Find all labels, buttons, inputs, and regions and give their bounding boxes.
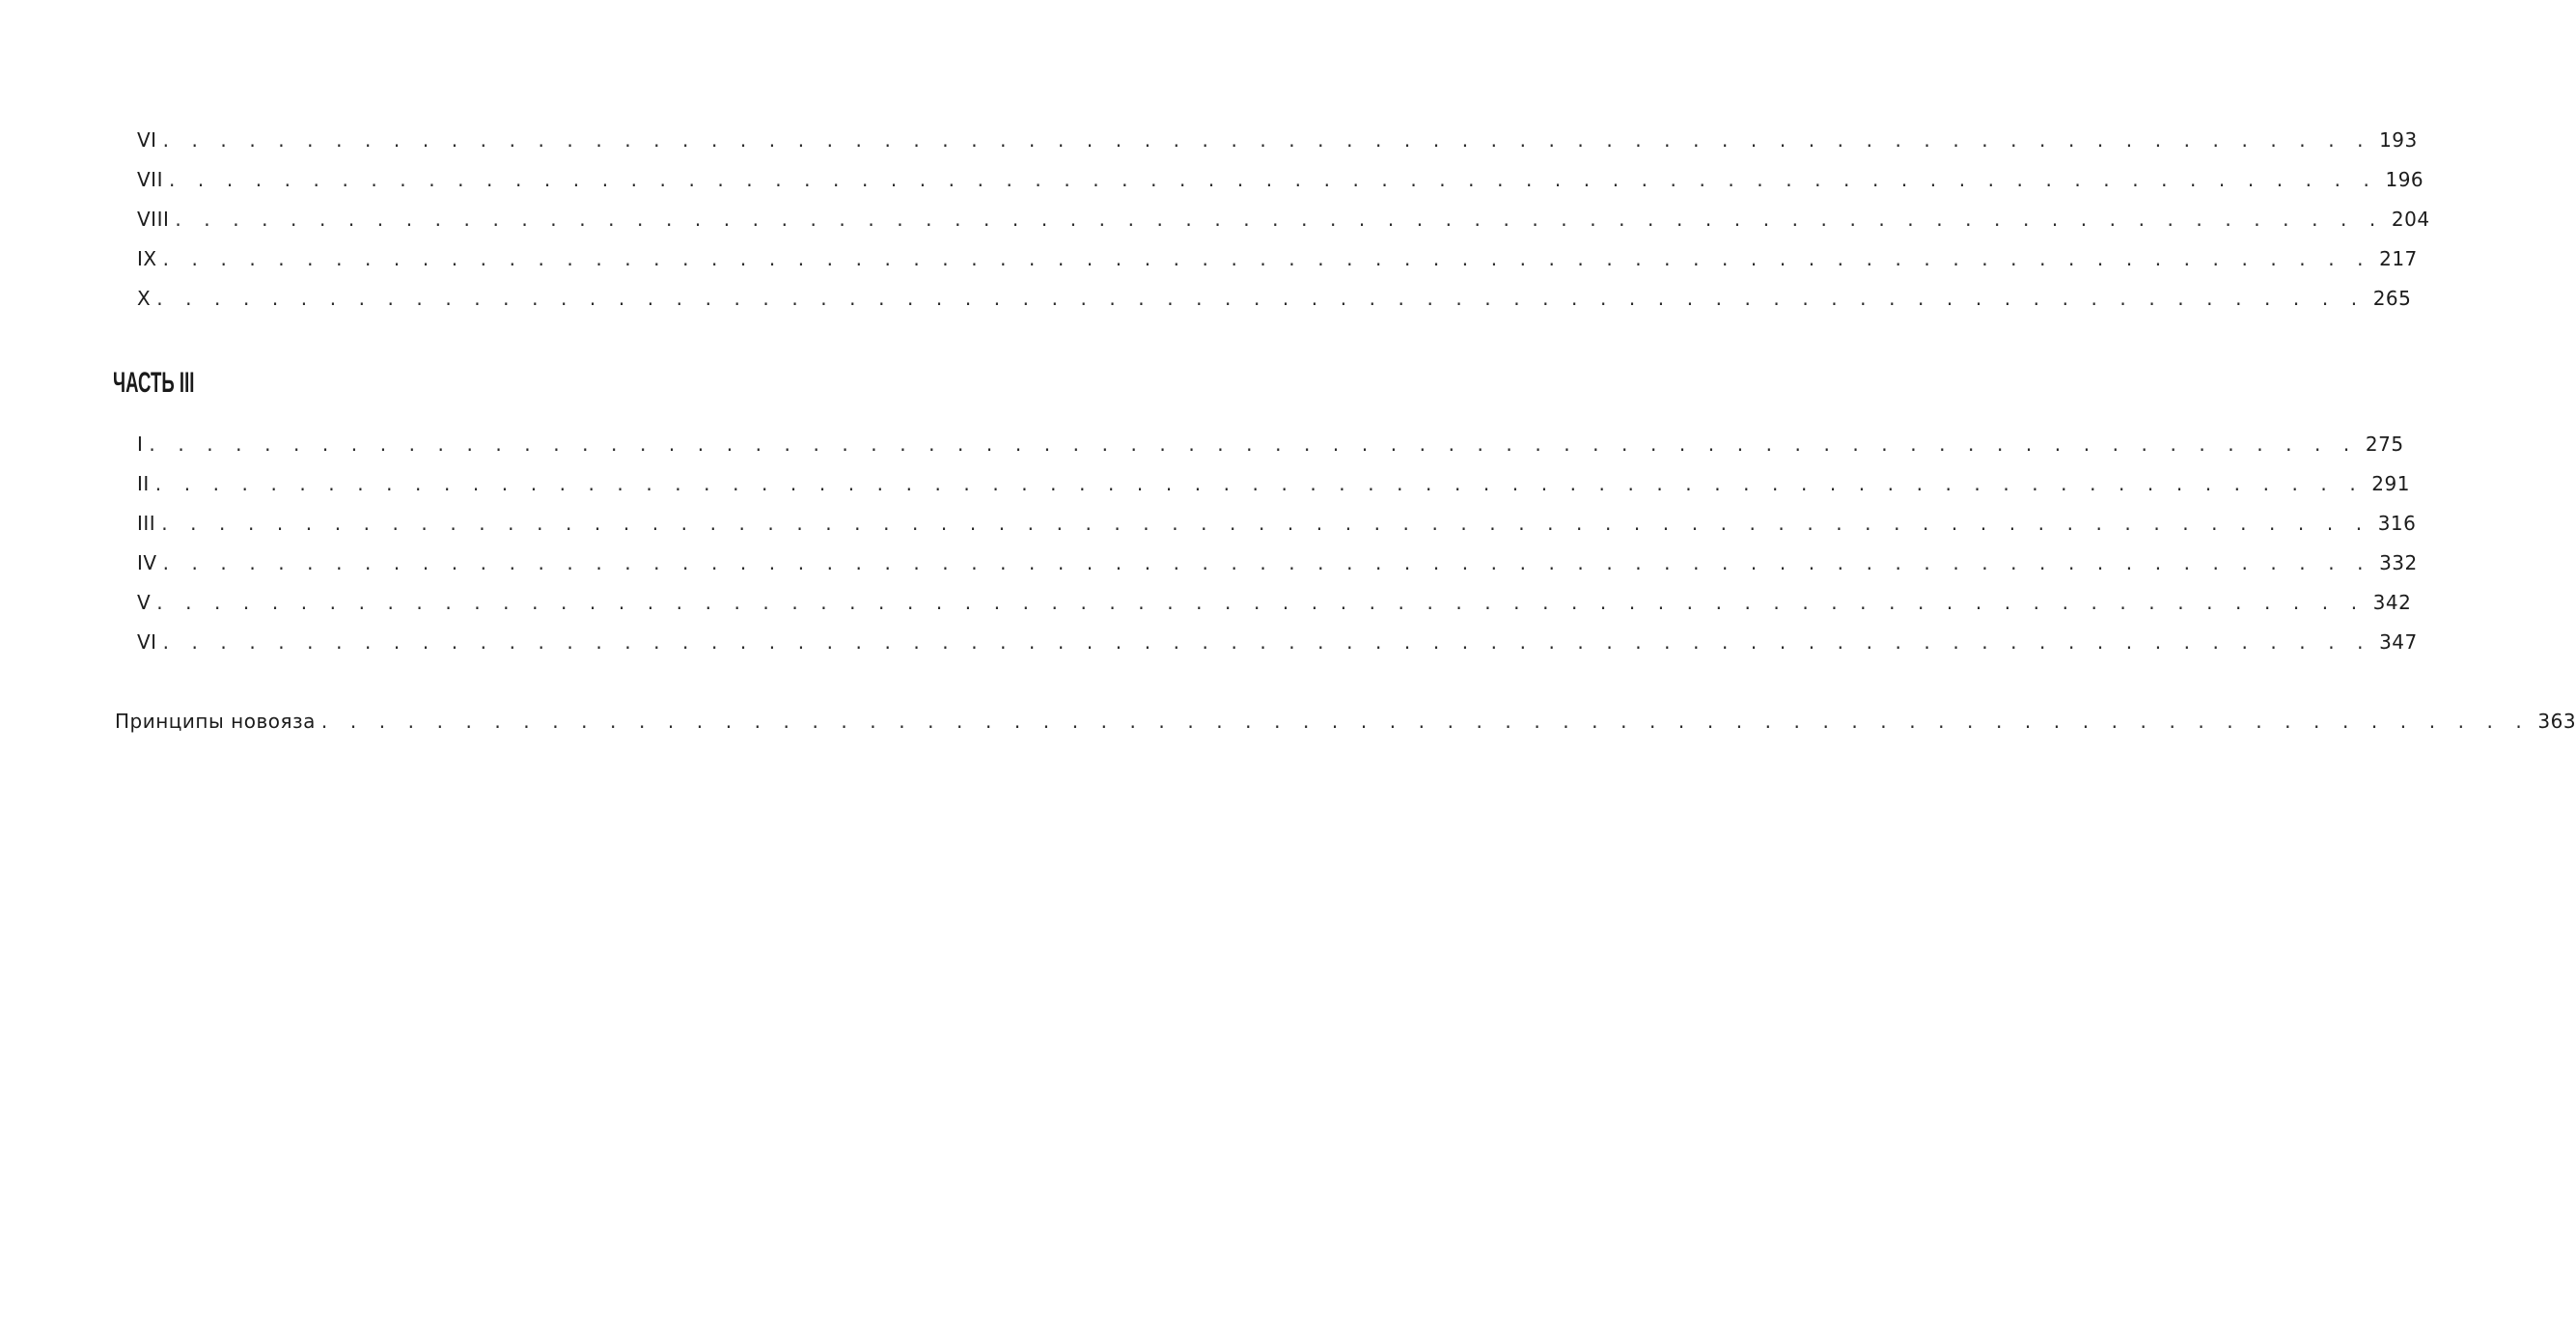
dot-leader: . . . . . . . . . . . . . . . . . . . . . . . . . . . . . . . . . . . . . . . . . . . . . . . . . . . . . . . . . . . . . . . . . . . . . . . . . . . . . <box>162 128 2372 152</box>
toc-entry-page: 342 <box>2372 591 2412 614</box>
toc-entry-label: III <box>137 512 156 535</box>
toc-entry-page: 363 <box>2537 710 2576 733</box>
part-heading: ЧАСТЬ III <box>113 367 195 399</box>
dot-leader: . . . . . . . . . . . . . . . . . . . . . . . . . . . . . . . . . . . . . . . . . . . . . . . . . . . . . . . . . . . . . . . . . . . . . . . . . . . . . <box>149 433 2358 456</box>
toc-entry-page: 217 <box>2379 247 2418 270</box>
toc-entry-label: VII <box>137 168 163 191</box>
dot-leader: . . . . . . . . . . . . . . . . . . . . . . . . . . . . . . . . . . . . . . . . . . . . . . . . . . . . . . . . . . . . . . . . . . . . . . . . . . . . . <box>156 591 2366 614</box>
toc-entry[interactable] <box>137 549 2418 576</box>
toc-entry[interactable] <box>137 206 2430 233</box>
toc-entry-label: V <box>137 591 152 614</box>
dot-leader: . . . . . . . . . . . . . . . . . . . . . . . . . . . . . . . . . . . . . . . . . . . . . . . . . . . . . . . . . . . . . . . . . . . . . . . . . . . . . <box>168 168 2378 191</box>
toc-entry[interactable] <box>137 126 2418 154</box>
toc-entry-page: 332 <box>2379 551 2418 574</box>
toc-entry-page: 316 <box>2377 512 2417 535</box>
dot-leader: . . . . . . . . . . . . . . . . . . . . . . . . . . . . . . . . . . . . . . . . . . . . . . . . . . . . . . . . . . . . . . . . . . . . . . . . . . . . . <box>154 472 2365 495</box>
toc-entry-label: VI <box>137 128 157 152</box>
toc-entry[interactable] <box>137 245 2418 272</box>
toc-entry[interactable] <box>137 431 2404 458</box>
toc-entry-label: VIII <box>137 208 170 231</box>
toc-entry-label: I <box>137 433 144 456</box>
dot-leader: . . . . . . . . . . . . . . . . . . . . . . . . . . . . . . . . . . . . . . . . . . . . . . . . . . . . . . . . . . . . . . . . . . . . . . . . . . . . . <box>161 512 2370 535</box>
toc-entry-page: 291 <box>2371 472 2410 495</box>
dot-leader: . . . . . . . . . . . . . . . . . . . . . . . . . . . . . . . . . . . . . . . . . . . . . . . . . . . . . . . . . . . . . . . . . . . . . . . . . . . . . <box>162 551 2372 574</box>
toc-entry[interactable] <box>137 510 2417 537</box>
toc-entry-label: X <box>137 287 152 310</box>
toc-entry-label: IX <box>137 247 157 270</box>
toc-entry-label: IV <box>137 551 157 574</box>
dot-leader: . . . . . . . . . . . . . . . . . . . . . . . . . . . . . . . . . . . . . . . . . . . . . . . . . . . . . . . . . . . . . . . . . . . . . . . . . . . . . <box>320 710 2531 733</box>
dot-leader: . . . . . . . . . . . . . . . . . . . . . . . . . . . . . . . . . . . . . . . . . . . . . . . . . . . . . . . . . . . . . . . . . . . . . . . . . . . . . <box>175 208 2384 231</box>
toc-entry[interactable] <box>137 285 2412 312</box>
toc-entry-label: VI <box>137 630 157 654</box>
toc-entry-page: 347 <box>2379 630 2418 654</box>
toc-entry-appendix[interactable] <box>115 708 2576 735</box>
dot-leader: . . . . . . . . . . . . . . . . . . . . . . . . . . . . . . . . . . . . . . . . . . . . . . . . . . . . . . . . . . . . . . . . . . . . . . . . . . . . . <box>162 247 2372 270</box>
toc-entry[interactable] <box>137 470 2410 497</box>
toc-entry-page: 204 <box>2391 208 2430 231</box>
dot-leader: . . . . . . . . . . . . . . . . . . . . . . . . . . . . . . . . . . . . . . . . . . . . . . . . . . . . . . . . . . . . . . . . . . . . . . . . . . . . . <box>156 287 2366 310</box>
toc-entry[interactable] <box>137 166 2424 193</box>
dot-leader: . . . . . . . . . . . . . . . . . . . . . . . . . . . . . . . . . . . . . . . . . . . . . . . . . . . . . . . . . . . . . . . . . . . . . . . . . . . . . <box>162 630 2372 654</box>
toc-entry-page: 275 <box>2365 433 2404 456</box>
toc-entry[interactable] <box>137 628 2418 656</box>
toc-entry-page: 265 <box>2372 287 2412 310</box>
toc-entry-label: II <box>137 472 150 495</box>
toc-entry-label: Принципы новояза <box>115 710 316 733</box>
toc-entry-page: 193 <box>2379 128 2418 152</box>
toc-entry-page: 196 <box>2385 168 2424 191</box>
toc-entry[interactable] <box>137 589 2412 616</box>
